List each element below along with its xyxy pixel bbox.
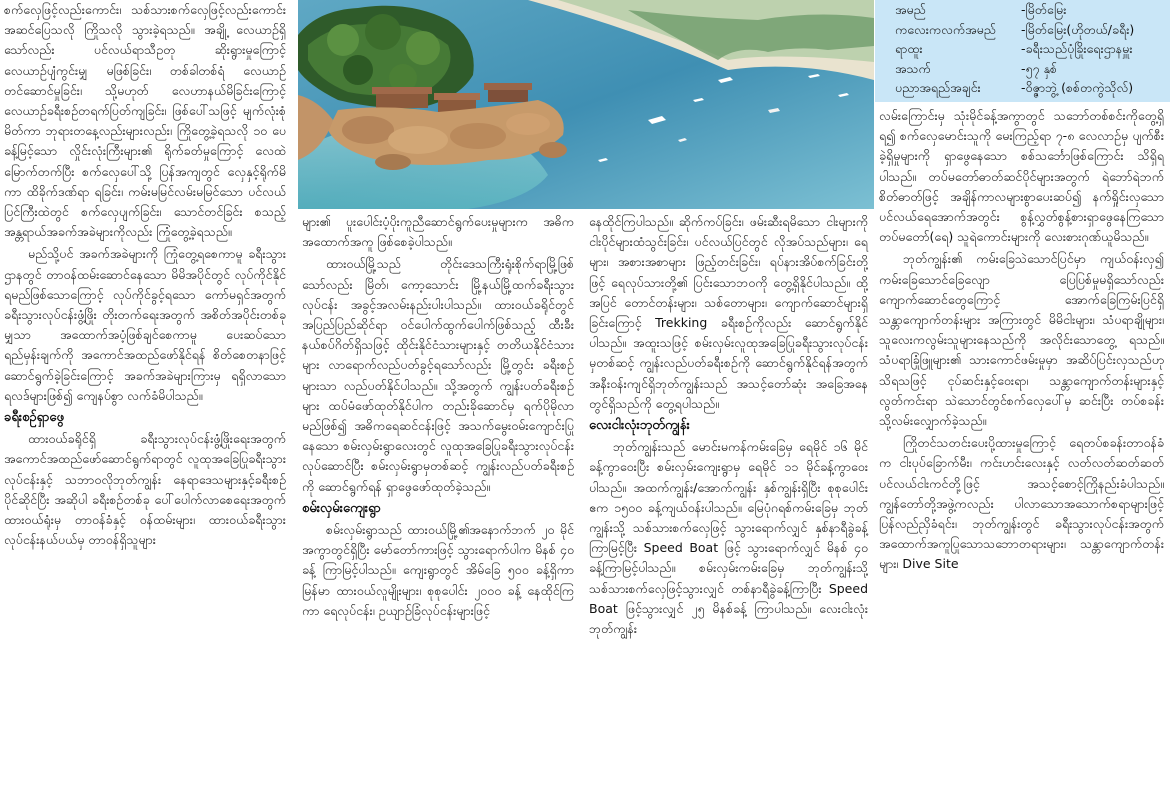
info-key: အမည် xyxy=(895,2,926,17)
section-heading-trip-search: ခရီးစဉ်ရှာဖွေ xyxy=(4,410,64,426)
info-row xyxy=(895,39,1162,59)
section-heading-village: စမ်းလှမ်းကျေးရွာ xyxy=(302,500,381,516)
info-value: -ခရီးသည်ပုံခြိုးရေးဌာနမှူး xyxy=(1021,41,1133,57)
info-key: ပညာအရည်အချင်း xyxy=(895,80,981,96)
profile-info-box xyxy=(875,0,1170,102)
column-1 xyxy=(0,0,292,800)
info-value: -၅၇ နှစ် xyxy=(1021,60,1058,76)
info-row xyxy=(895,20,1162,40)
info-row xyxy=(895,59,1162,79)
paragraph-9: လမ်းကြောင်းမှ သုံးမိုင်ခန့်အကွာတွင် သဘော်တစ်စင်းကိုတွေ့ရှိရ၍ စက်လှေမောင်းသူကို မေးကြည့်ရာ ၇-၈ လေလာဉ်မှ ပျက်စီးခဲ့ရှိမှုများကို ရှာဖွေနေသော စစ်သင်္ဘောဖြစ်ကြောင်း သိရှိရပါသည်။ တပ်မတော်ဓာတ်ဆင်ပိုင်များအတွက် ရဲဘော်ရဲဘက်စိတ်ဓာတ်ဖြင့် အချိန်ကာလများစွာပေးဆပ်၍ နက်ရှိုင်းလှသော ပင်လယ်ရေအောက်အတွင်း စွန့်လွှတ်စွန့်စားရှာဖွေနေကြသော တပ်မတော်(ရေ) သူရဲကောင်းများကို လေးစားဂုဏ်ယူမိသည်။ xyxy=(879,107,1164,245)
column-2 xyxy=(298,212,578,800)
info-row xyxy=(895,0,1162,20)
paragraph-2: မည်သို့ပင် အခက်အခဲများကို ကြုံတွေ့ရစေကာမူ ခရီးသွားဌာနတွင် တာဝန်ထမ်းဆောင်နေသော မိမိအပိုင်တွင် လုပ်ကိုင်နိုင်ရမည်ဖြစ်သောကြောင့် လုပ်ကိုင်ခွင့်ရသော ကော်မရှင်အတွက် ခရီးသွားလုပ်ငန်းဖွံ့ဖြိုး တိုးတက်ရေးအတွက် အစိတ်အပိုင်းတစ်ခုမျှသာ အထောက်အပံ့ဖြစ်ချင်စေကာမူ ပေးဆပ်သော ရည်မှန်းချက်ကို အကောင်အထည်ဖော်နိုင်ရန် စိတ်စေတနာဖြင့် ဆောင်ရွက်ခဲ့ခြင်းကြောင့် အခက်အခဲများကြားမှ ရရှိလာသော ရလဒ်များဖြစ်၍ ကျေနပ်စွာ လက်ခံမိပါသည်။ xyxy=(4,246,286,403)
section-heading-island: လေးငါးလုံးဘုတ်ကျွန်း xyxy=(589,418,690,434)
info-row xyxy=(895,78,1162,98)
paragraph-10: ဘုတ်ကျွန်း၏ ကမ်းခြေသဲသောင်ပြင်မှာ ကျယ်ဝန်းလှ၍ ကမ်းခြေသောင်ခြေလျော ပြေပြစ်မှုမရှိသော်လည်း ကျောက်ဆောင်တွေကြောင့် အောက်ခြေကြမ်းပြင်ရှိ သန္တာကျောက်တန်းများ အကြားတွင် မိမိငါးများ၊ သံပရာချိုများ၊ သူလေးကလွမ်းသူများနေသည်ကို အလိုင်းသောတွေ့ ရသည်။ သံပရာခြုံဖြူများ၏ သားကောင်ဖမ်းမှုမှာ အဆိပ်ပြင်းလှသည်ဟု သိရသဖြင့် ငုပ်ဆင်းနှင့်ဝေးရာ၊ သန္တာကျောက်တန်းများနှင့်လွတ်ကင်းရာ သဲသောင်တွင်စက်လှေပေါ်မှ ဆင်းပြီး တပ်စခန်းသို့လမ်းလျှောက်ခဲ့သည်။ xyxy=(879,251,1164,429)
paragraph-5: ထားဝယ်မြို့သည် တိုင်းဒေသကြီးရုံးစိုက်ရာမြို့ဖြစ်သော်လည်း မြိတ်၊ ကော့သောင်း မြို့နယ်မြို့ထက်ခရီးသွားလုပ်ငန်း အခွင့်အလမ်းနည်းပါးပါသည်။ ထားဝယ်ခရိုင်တွင် အပြည်ပြည်ဆိုင်ရာ ဝင်ပေါက်ထွက်ပေါက်ဖြစ်သည့် ထီးခီးနယ်စပ်ဂိတ်ရှိသဖြင့် ထိုင်းနိုင်ငံသားများနှင့် တတိယနိုင်ငံသားများ လာရောက်လည်ပတ်ခွင့်ရသော်လည်း မြို့တွင်း ခရီးစဉ်များသာ လည်ပတ်နိုင်ပါသည်။ သို့အတွက် ကျွန်းပတ်ခရီးစဉ်များ ထပ်မံဖော်ထုတ်နိုင်ပါက တည်းခိုဆောင်မှ ရက်ပိုမိုလာမည်ဖြစ်၍ အဓိကရေဆင်ငန်းဖြင့် အသက်မွေးဝမ်းကျောင်းပြုနေသော စမ်းလှမ်းရွာလေးတွင် လူထုအခြေပြုခရီးသွားလုပ်ငန်းလုပ်ဆောင်ပြီး စမ်းလှမ်းရွာမှတစ်ဆင့် ကျွန်းလည်ပတ်ခရီးစဉ်ကို ဆောင်ရွက်ရန် ရှာဖွေဖော်ထုတ်ခဲ့သည်။ xyxy=(302,256,574,494)
paragraph-6: စမ်းလှမ်းရွာသည် ထားဝယ်မြို့၏အနောက်ဘက် ၂၀ မိုင်အကွာတွင်ရှိပြီး မော်တော်ကားဖြင့် သွားရောက်ပါက မိနစ် ၄၀ ခန့် ကြာမြင့်ပါသည်။ ကျေးရွာတွင် အိမ်ခြေ ၅၀၀ ခန့်ရှိကာ မြန်မာ ထားဝယ်လူမျိုးများ၊ စုစုပေါင်း ၂၀၀၀ ခန့် နေထိုင်ကြကာ ရေလုပ်ငန်း၊ ဥယျာဉ်ခြံလုပ်ငန်းများဖြင့် xyxy=(302,522,574,618)
paragraph-1: စက်လှေဖြင့်လည်းကောင်း၊ သစ်သားစက်လှေဖြင့်လည်းကောင်း အဆင်ပြေသလို ကြိုသလို သွားခဲ့ရသည်။ အချို့ လေယာဉ်ရှိသော်လည်း ပင်လယ်ရာသီဥတု ဆိုးရွားမှုကြောင့် လေယာဉ်ပျံကွင်းမျှ မဖြစ်ခြင်း၊ တစ်ခါတစ်ရံ လေယာဉ်တင်ဆောင်မှုခြင်း၊ သို့မဟုတ် လေဟာနယ်မိခြင်းကြောင့် လေယာဉ်ခရီးစဉ်တရက်ပြတ်ကျခြင်း၊ ဖြစ်ပေါ်သဖြင့် မျက်လုံးစုံမိတ်ကာ ဘုရားတနေ့လည်းများလည်း၊ ကြိုတွေ့ခဲ့ရသလို ၁၀ ပေခန့်မြင့်သော လှိုင်းလုံးကြီးများ၏ ရိုက်ခတ်မှုကြောင့် လေထဲမြောက်တက်ပြီး စက်လှေပေါ်သို့ ပြန်အကျတွင် လှေနှင့်ရိုက်မိကာ ထိခိုက်ဒဏ်ရာ ရခြင်း၊ ကမ်းမမြင်လမ်းမမြင်သော ပင်လယ်ပြင်ကြီးထဲတွင် စက်လှေပျက်ခြင်း၊ သောင်တင်ခြင်း စသည့် အန္တရာယ်အခက်အခဲများကိုလည်း ကြုံတွေ့ခဲ့ရသည်။ xyxy=(4,2,286,240)
info-value: -မြိတ်မြေး xyxy=(1021,2,1067,17)
paragraph-11: ကြိုတင်သတင်းပေးပို့ထားမှုကြောင့် ရေတပ်စခန်းတာဝန်ခံက ငါးပုပ်ခြောက်မီး၊ ကင်းဟင်းလေးနှင့် လတ်လတ်ဆတ်ဆတ်ပင်လယ်ငါးကင်တို့ဖြင့် အသင့်စောင့်ကြိုနည်းခံပါသည်။ ကျွန်တော်တို့အဖွဲ့ကလည်း ပါလာသောအသောက်စရာများဖြင့် ပြန်လည်ညှိခံရင်း၊ ဘုတ်ကျွန်းတွင် ခရီးသွားလုပ်ငန်းအတွက် အထောက်အကူပြုသောသဘောတရားများ၊ သန္တာကျောက်တန်းများ၊ Dive Site xyxy=(879,435,1164,572)
column-3 xyxy=(585,212,872,800)
island-coast-photo xyxy=(298,0,874,209)
info-value: -မြိတ်မြေး(ဟိုတယ်/ခရီး) xyxy=(1021,21,1135,37)
paragraph-8: ဘုတ်ကျွန်းသည် မောင်းမကန်ကမ်းခြေမှ ရေမိုင် ၁၆ မိုင်ခန့်ကွာဝေးပြီး စမ်းလှမ်းကျေးရွာမှ ရေမိုင် ၁၁ မိုင်ခန့်ကွာဝေးပါသည်။ အထက်ကျွန်း/အောက်ကျွန်း နှစ်ကျွန်းရှိပြီး စုစုပေါင်း ဧက ၁၅၀၀ ခန့်ကျယ်ဝန်းပါသည်။ မြေပုံဂရစ်ကမ်းခြေမှ ဘုတ်ကျွန်းသို့ သစ်သားစက်လှေဖြင့် သွားရောက်လျှင် နှစ်နာရီခွဲခန့်ကြာမြင့်ပြီး Speed Boat ဖြင့် သွားရောက်လျှင် မိနစ် ၄၀ ခန့်ကြာမြင့်ပါသည်။ စမ်းလှမ်းကမ်းခြေမှ ဘုတ်ကျွန်းသို့ သစ်သားစက်လှေဖြင့်သွားလျှင် တစ်နာရီခွဲခန့်ကြာပြီး Speed Boat ဖြင့်သွားလျှင် ၂၅ မိနစ်ခန့် ကြာပါသည်။ လေးငါးလုံးဘုတ်ကျွန်း xyxy=(589,439,868,637)
column-4 xyxy=(875,0,1170,800)
info-key: အသက် xyxy=(895,60,931,76)
info-value: -ဝိဇ္ဇာဘွဲ့ (စစ်တကွဲသိုလ်) xyxy=(1021,80,1134,96)
paragraph-7: နေထိုင်ကြပါသည်။ ဆိုက်ကပ်ခြင်း၊ ဖမ်းဆီးရမိသော ငါးများကို ငါးပိုင်များထံသွင်းခြင်း၊ ပင်လယ်ပြင်တွင် လိုအပ်သည်များ၊ ရေများ၊ အစားအစာများ ဖြည့်တင်းခြင်း၊ ရပ်နားအိပ်စက်ခြင်းတို့ဖြင့် ရေလုပ်သားတို့၏ ပြင်းသောဘဝကို တွေ့ရှိနိုင်ပါသည်။ ထို့အပြင် တောင်တန်းများ၊ သစ်တောများ၊ ကျောက်ဆောင်များရှိခြင်းကြောင့် Trekking ခရီးစဉ်ကိုလည်း ဆောင်ရွက်နိုင်ပါသည်။ အထူးသဖြင့် စမ်းလှမ်းလူထုအခြေပြုခရီးသွားလုပ်ငန်းမှတစ်ဆင့် ကျွန်းလည်ပတ်ခရီးစဉ်ကို ဆောင်ရွက်နိုင်ရန်အတွက် အနီးဝန်းကျင်ရှိဘုတ်ကျွန်းသည် အသင့်တော်ဆုံး အခြေအနေတွင်ရှိသည်ကို တွေ့ရပါသည်။ xyxy=(589,214,868,411)
paragraph-3: ထားဝယ်ခရိုင်ရှိ ခရီးသွားလုပ်ငန်းဖွံ့ဖြိုးရေးအတွက် အကောင်အထည်ဖော်ဆောင်ရွက်ရာတွင် လူထုအခြေပြုခရီးသွားလုပ်ငန်းနှင့် သဘာဝလိုဘုတ်ကျွန်း နေရာဒေသများနှင့်ခရီးစဉ်ပိုင်ဆိုင်ပြီး အဆိုပါ ခရီးစဉ်တစ်ခု ပေါ်ပေါက်လာစေရေးအတွက် ထားဝယ်ရုံးမှ တာဝန်ခံနှင့် ဝန်ထမ်းများ၊ ထားဝယ်ခရီးသွားလုပ်ငန်းနယ်ပယ်မှ တာဝန်ရှိသူများ xyxy=(4,431,286,548)
island-photo-illustration xyxy=(298,0,874,209)
info-key: ကလေးကလက်အမည် xyxy=(895,21,996,37)
info-key: ရာထူး xyxy=(895,41,923,57)
paragraph-4: များ၏ ပူးပေါင်းပံ့ပိုးကူညီဆောင်ရွက်ပေးမှုများက အဓိကအထောက်အကူ ဖြစ်စေခဲ့ပါသည်။ xyxy=(302,214,574,250)
